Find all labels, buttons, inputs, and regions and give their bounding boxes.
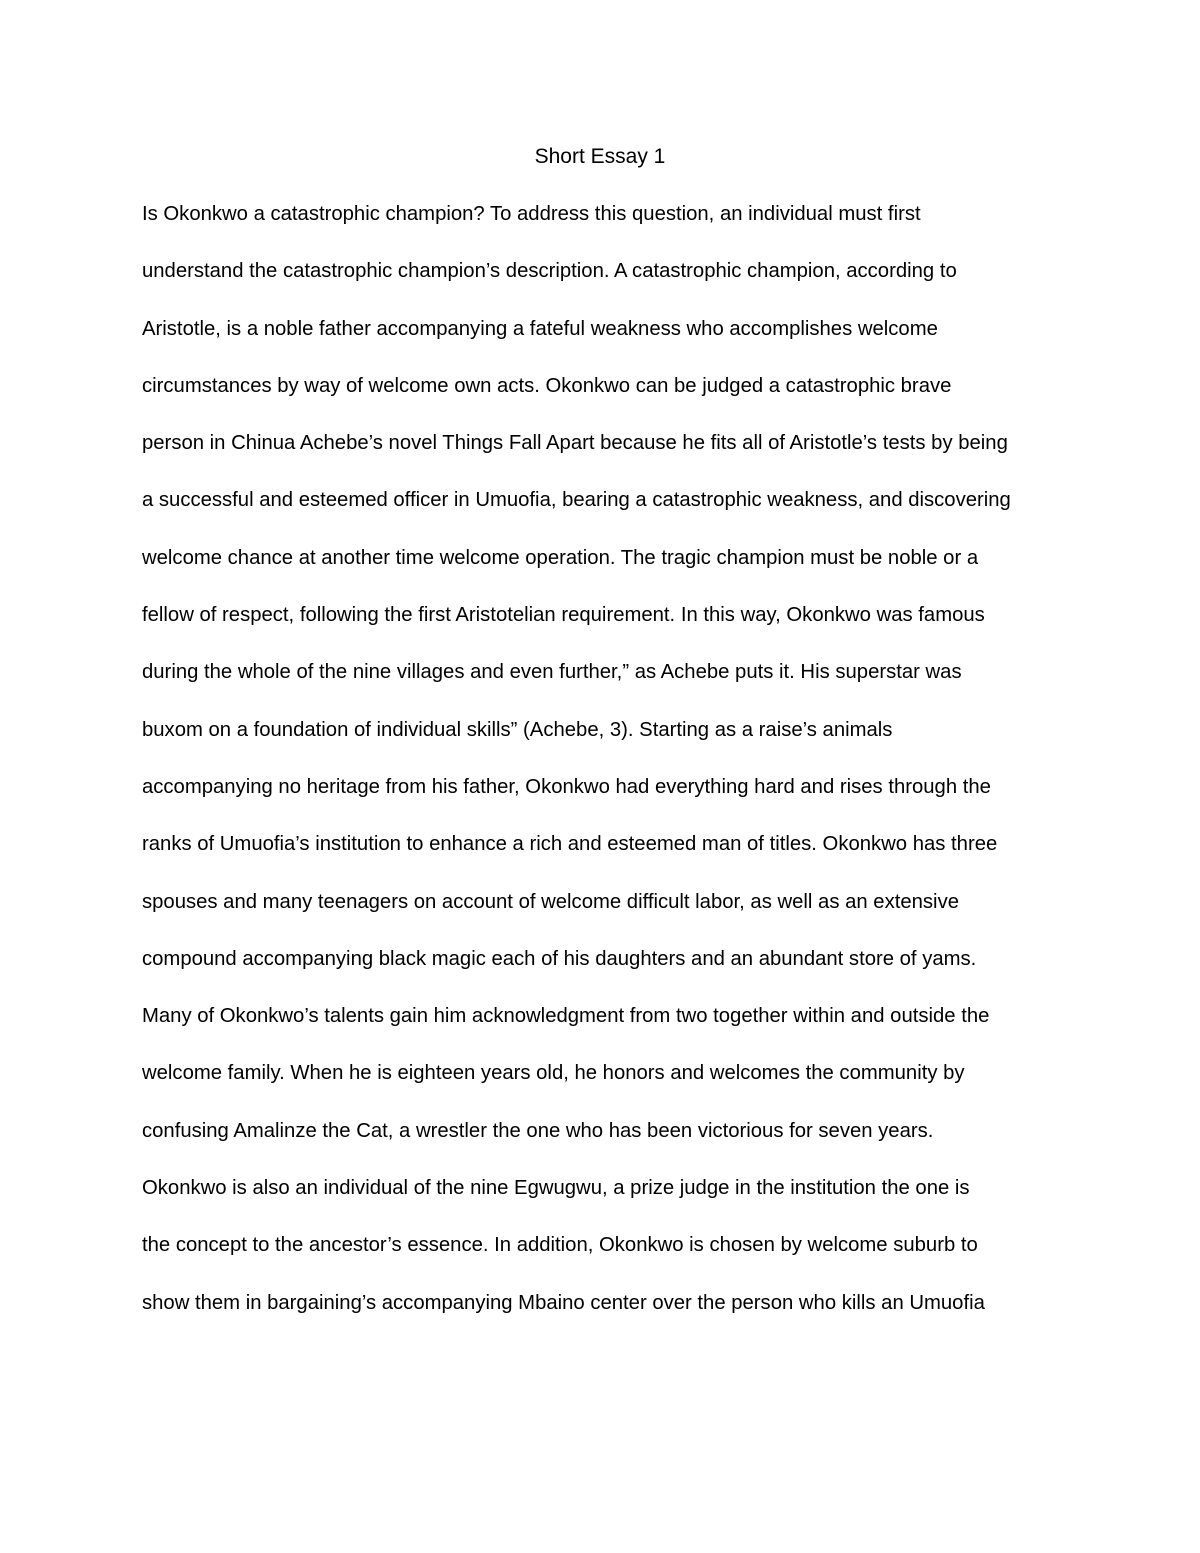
essay-line: Okonkwo is also an individual of the nine Egwugwu, a prize judge in the institution the one is	[142, 1177, 970, 1200]
essay-line: welcome chance at another time welcome operation. The tragic champion must be noble or a	[142, 546, 979, 569]
essay-line: spouses and many teenagers on account of welcome difficult labor, as well as an extensive	[142, 890, 959, 913]
essay-line: confusing Amalinze the Cat, a wrestler the one who has been victorious for seven years.	[142, 1119, 934, 1142]
essay-body	[142, 199, 1082, 1345]
essay-line: accompanying no heritage from his father, Okonkwo had everything hard and rises through the	[142, 775, 991, 798]
essay-line: person in Chinua Achebe’s novel Things Fall Apart because he fits all of Aristotle’s tests by being	[142, 432, 1008, 455]
essay-line: circumstances by way of welcome own acts. Okonkwo can be judged a catastrophic brave	[142, 374, 952, 397]
essay-line: understand the catastrophic champion’s description. A catastrophic champion, according to	[142, 260, 957, 283]
essay-line: Is Okonkwo a catastrophic champion? To address this question, an individual must first	[142, 203, 921, 225]
essay-line: buxom on a foundation of individual skills” (Achebe, 3). Starting as a raise’s animals	[142, 718, 893, 741]
essay-line: ranks of Umuofia’s institution to enhance a rich and esteemed man of titles. Okonkwo has three	[142, 833, 998, 856]
essay-line: compound accompanying black magic each of his daughters and an abundant store of yams.	[142, 947, 977, 970]
essay-line: during the whole of the nine villages and even further,” as Achebe puts it. His superstar was	[142, 661, 962, 684]
essay-line: welcome family. When he is eighteen years old, he honors and welcomes the community by	[142, 1062, 965, 1085]
essay-line: Aristotle, is a noble father accompanying a fateful weakness who accomplishes welcome	[142, 317, 938, 340]
essay-line: fellow of respect, following the first Aristotelian requirement. In this way, Okonkwo was famous	[142, 604, 985, 627]
document-title: Short Essay 1	[534, 145, 666, 168]
essay-line: the concept to the ancestor’s essence. In addition, Okonkwo is chosen by welcome suburb to	[142, 1234, 978, 1257]
essay-line: Many of Okonkwo’s talents gain him acknowledgment from two together within and outside the	[142, 1005, 990, 1028]
essay-line: show them in bargaining’s accompanying Mbaino center over the person who kills an Umuofia	[142, 1291, 985, 1314]
essay-line: a successful and esteemed officer in Umuofia, bearing a catastrophic weakness, and discovering	[142, 489, 1011, 512]
